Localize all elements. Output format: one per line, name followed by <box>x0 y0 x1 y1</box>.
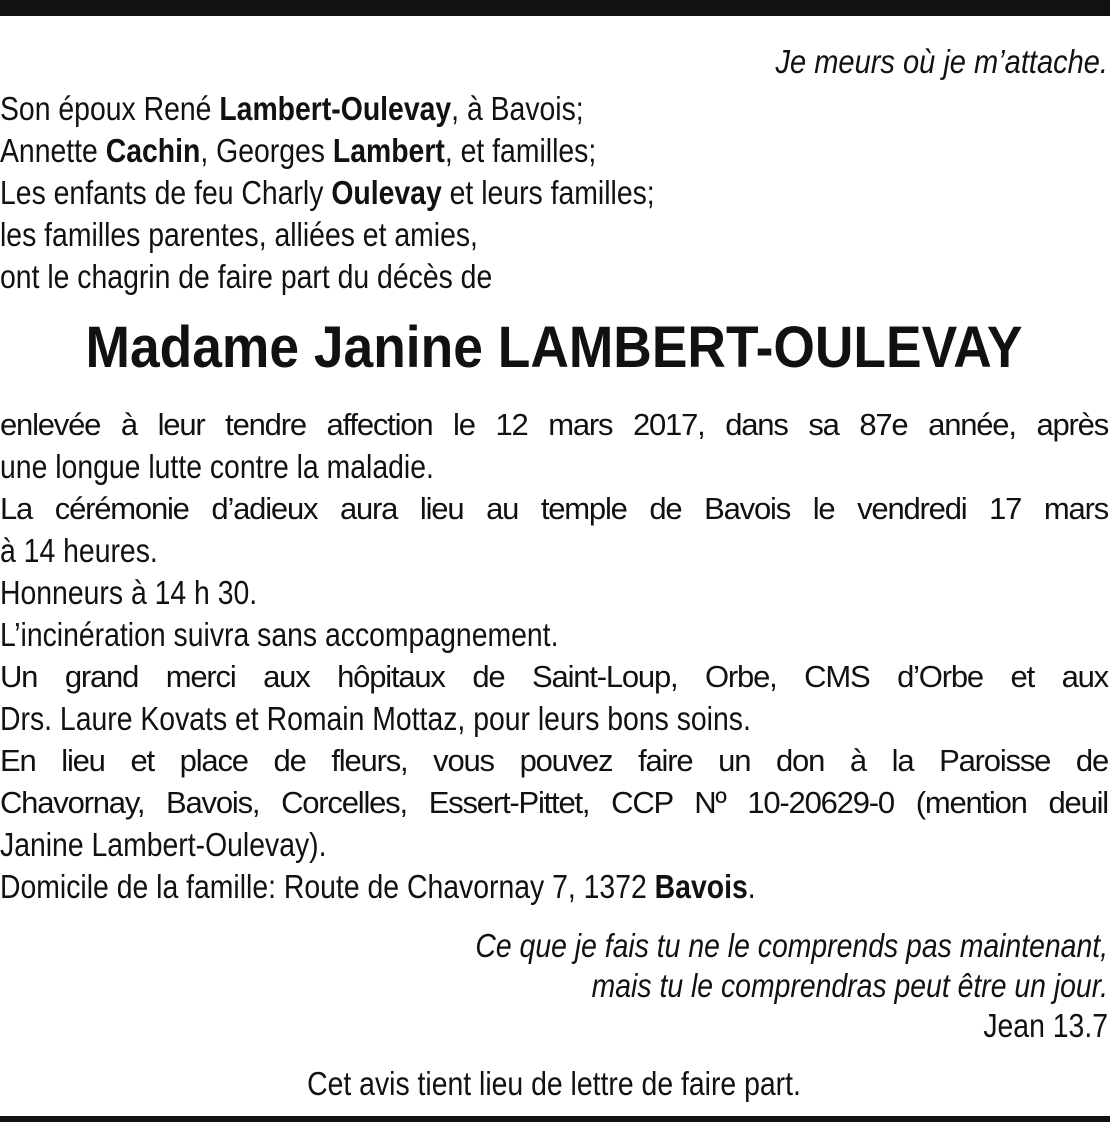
family-line-text: , à Bavois; <box>451 90 584 127</box>
family-line-text: Annette <box>0 132 106 169</box>
body-line: Janine Lambert-Oulevay). <box>0 826 327 863</box>
family-line-relatives <box>0 130 953 172</box>
family-line-text: , et familles; <box>444 132 597 169</box>
family-line-spouse <box>0 88 953 130</box>
bottom-border-rule <box>0 1116 1110 1122</box>
family-announcement <box>0 88 1108 298</box>
closing-note: Cet avis tient lieu de lettre de faire part. <box>307 1065 801 1102</box>
family-surname: Lambert-Oulevay <box>219 90 452 127</box>
body-line: à 14 heures. <box>0 532 158 569</box>
obituary-notice <box>0 40 1108 1104</box>
family-line-text: ont le chagrin de faire part du décès de <box>0 258 493 295</box>
scripture-quote <box>0 926 1108 1046</box>
notice-body <box>0 404 1108 908</box>
family-line-extended <box>0 214 953 256</box>
body-line: Un grand merci aux hôpitaux de Saint-Loup, Orbe, CMS d’Orbe et aux <box>0 659 1108 694</box>
quote-line: Ce que je fais tu ne le comprends pas maintenant, <box>475 927 1108 964</box>
body-line: enlevée à leur tendre affection le 12 mars 2017, dans sa 87e année, après <box>0 407 1108 442</box>
epigraph: Je meurs où je m’attache. <box>775 43 1108 80</box>
domicile-line <box>0 866 953 908</box>
body-line: L’incinération suivra sans accompagnement. <box>0 616 559 653</box>
body-line: En lieu et place de fleurs, vous pouvez faire un don à la Paroisse de <box>0 743 1108 778</box>
family-line-text: Les enfants de feu Charly <box>0 174 332 211</box>
body-line: Chavornay, Bavois, Corcelles, Essert-Pittet, CCP Nº 10-20629-0 (mention deuil <box>0 785 1108 820</box>
domicile-text: Domicile de la famille: Route de Chavornay 7, 1372 <box>0 868 655 905</box>
family-line-children <box>0 172 953 214</box>
family-line-announcement <box>0 256 953 298</box>
family-line-text: , Georges <box>200 132 333 169</box>
deceased-name: Madame Janine LAMBERT-OULEVAY <box>85 315 1023 380</box>
family-line-text: Son époux René <box>0 90 220 127</box>
domicile-town: Bavois <box>654 868 748 905</box>
body-line: Honneurs à 14 h 30. <box>0 574 258 611</box>
family-line-text: les familles parentes, alliées et amies, <box>0 216 478 253</box>
quote-line: mais tu le comprendras peut être un jour. <box>591 967 1108 1004</box>
family-surname: Cachin <box>105 132 201 169</box>
body-line: une longue lutte contre la maladie. <box>0 448 434 485</box>
quote-reference: Jean 13.7 <box>983 1007 1108 1044</box>
family-surname: Lambert <box>332 132 445 169</box>
top-border-rule <box>0 0 1110 16</box>
family-surname: Oulevay <box>331 174 442 211</box>
domicile-text: . <box>747 868 756 905</box>
body-line: La cérémonie d’adieux aura lieu au temple de Bavois le vendredi 17 mars <box>0 491 1108 526</box>
family-line-text: et leurs familles; <box>441 174 655 211</box>
body-line: Drs. Laure Kovats et Romain Mottaz, pour leurs bons soins. <box>0 700 751 737</box>
